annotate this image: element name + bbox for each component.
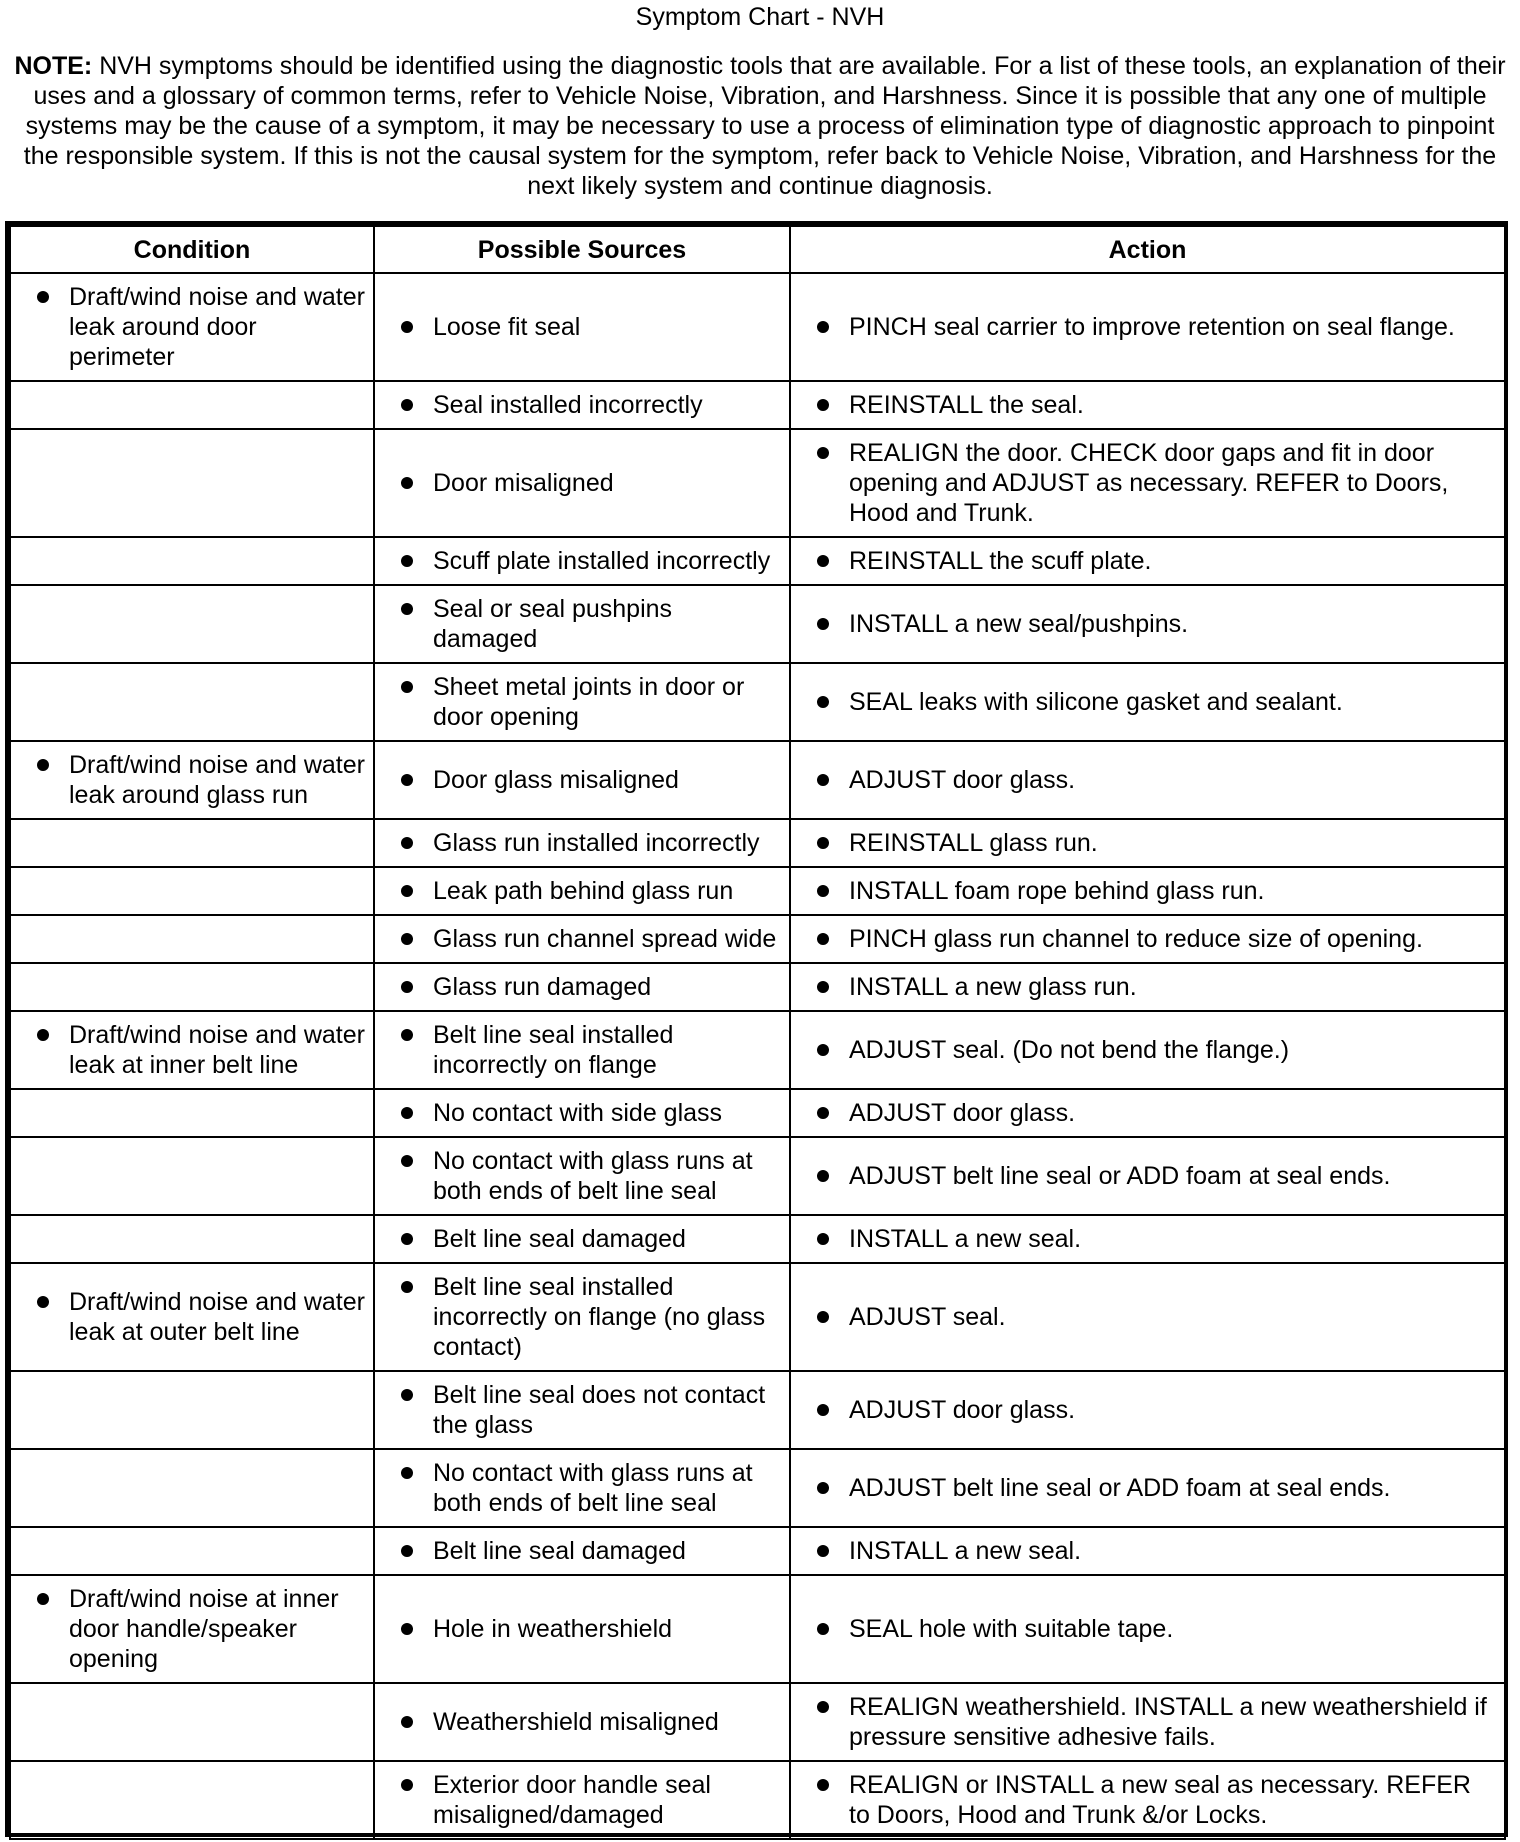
possible-source-cell	[374, 1089, 790, 1137]
possible-source-cell	[374, 963, 790, 1011]
empty-cell	[17, 624, 367, 625]
possible-source-cell-text: Scuff plate installed incorrectly	[433, 547, 771, 575]
table-row	[10, 1263, 1505, 1371]
action-cell	[790, 585, 1505, 663]
bullet-icon	[401, 321, 413, 333]
table-row	[10, 867, 1505, 915]
bullet-icon	[401, 477, 413, 489]
action-cell-text: ADJUST seal. (Do not bend the flange.)	[849, 1036, 1290, 1064]
possible-source-cell-content	[381, 757, 783, 803]
empty-cell	[17, 1113, 367, 1114]
possible-source-cell-content	[381, 1012, 783, 1088]
page-title: Symptom Chart - NVH	[635, 3, 885, 31]
action-cell-text: ADJUST seal.	[849, 1303, 1006, 1331]
possible-source-cell-content	[381, 1216, 783, 1262]
table-row	[10, 381, 1505, 429]
table-row	[10, 1575, 1505, 1683]
action-cell-content	[797, 1294, 1498, 1340]
possible-source-cell-content	[381, 1762, 783, 1838]
condition-cell	[10, 1761, 374, 1839]
action-cell	[790, 1527, 1505, 1575]
action-cell-text: ADJUST door glass.	[849, 766, 1076, 794]
table-row	[10, 963, 1505, 1011]
empty-cell	[17, 483, 367, 484]
action-cell	[790, 741, 1505, 819]
possible-source-cell-content	[381, 1450, 783, 1526]
possible-source-cell	[374, 1575, 790, 1683]
action-cell-content	[797, 1606, 1498, 1652]
condition-cell	[10, 1137, 374, 1215]
empty-cell	[17, 1410, 367, 1411]
possible-source-cell-content	[381, 460, 783, 506]
table-row	[10, 1371, 1505, 1449]
condition-cell	[10, 819, 374, 867]
bullet-icon	[401, 1389, 413, 1401]
possible-source-cell	[374, 537, 790, 585]
action-cell	[790, 963, 1505, 1011]
condition-cell	[10, 273, 374, 381]
table-row	[10, 1683, 1505, 1761]
action-cell-text: ADJUST belt line seal or ADD foam at seal ends.	[849, 1474, 1391, 1502]
possible-source-cell-content	[381, 1372, 783, 1448]
condition-cell-text: Draft/wind noise and water leak at outer belt line	[69, 1288, 365, 1346]
note-label: NOTE:	[14, 52, 93, 80]
condition-cell	[10, 741, 374, 819]
bullet-icon	[817, 321, 829, 333]
possible-source-cell	[374, 663, 790, 741]
bullet-icon	[817, 447, 829, 459]
action-cell-content	[797, 820, 1498, 866]
action-cell-content	[797, 1528, 1498, 1574]
possible-source-cell	[374, 1263, 790, 1371]
action-column-header: Action	[790, 226, 1505, 273]
bullet-icon	[401, 1233, 413, 1245]
action-cell-content	[797, 916, 1498, 962]
table-row	[10, 429, 1505, 537]
table-row	[10, 741, 1505, 819]
possible-source-cell-content	[381, 586, 783, 662]
bullet-icon	[401, 399, 413, 411]
possible-source-cell-text: Belt line seal damaged	[433, 1537, 686, 1565]
condition-cell	[10, 915, 374, 963]
condition-cell-content	[17, 1279, 367, 1355]
empty-cell	[17, 1488, 367, 1489]
possible-source-cell-content	[381, 916, 783, 962]
possible-source-cell-text: Door glass misaligned	[433, 766, 679, 794]
bullet-icon	[401, 1716, 413, 1728]
table-row	[10, 585, 1505, 663]
action-cell-content	[797, 1684, 1498, 1760]
condition-cell-content	[17, 742, 367, 818]
table-row	[10, 819, 1505, 867]
action-cell	[790, 273, 1505, 381]
bullet-icon	[817, 1482, 829, 1494]
condition-cell	[10, 1011, 374, 1089]
action-cell-content	[797, 679, 1498, 725]
bullet-icon	[817, 1701, 829, 1713]
action-cell	[790, 429, 1505, 537]
empty-cell	[17, 561, 367, 562]
bullet-icon	[401, 1545, 413, 1557]
bullet-icon	[817, 1545, 829, 1557]
table-row	[10, 915, 1505, 963]
possible-source-cell	[374, 1449, 790, 1527]
action-cell-content	[797, 430, 1498, 536]
bullet-icon	[817, 399, 829, 411]
condition-cell	[10, 537, 374, 585]
action-cell-text: INSTALL foam rope behind glass run.	[849, 877, 1265, 905]
action-cell-text: SEAL leaks with silicone gasket and sealant.	[849, 688, 1343, 716]
possible-source-cell-text: No contact with side glass	[433, 1099, 723, 1127]
action-cell	[790, 663, 1505, 741]
action-cell	[790, 1089, 1505, 1137]
table-body	[10, 273, 1505, 1839]
action-cell	[790, 537, 1505, 585]
condition-cell-content	[17, 1012, 367, 1088]
possible-source-cell	[374, 1527, 790, 1575]
possible-source-cell-text: Leak path behind glass run	[433, 877, 734, 905]
action-cell-text: SEAL hole with suitable tape.	[849, 1615, 1174, 1643]
bullet-icon	[401, 933, 413, 945]
possible-source-cell-content	[381, 1090, 783, 1136]
condition-cell-text: Draft/wind noise and water leak around door perimeter	[69, 283, 365, 371]
table-row	[10, 273, 1505, 381]
possible-source-cell-text: Weathershield misaligned	[433, 1708, 719, 1736]
bullet-icon	[37, 1593, 49, 1605]
possible-source-cell-text: No contact with glass runs at both ends of belt line seal	[433, 1459, 753, 1517]
empty-cell	[17, 1176, 367, 1177]
action-cell-content	[797, 1090, 1498, 1136]
bullet-icon	[817, 618, 829, 630]
empty-cell	[17, 702, 367, 703]
possible-source-cell-content	[381, 1606, 783, 1652]
condition-cell	[10, 1449, 374, 1527]
condition-cell	[10, 963, 374, 1011]
bullet-icon	[37, 759, 49, 771]
bullet-icon	[401, 774, 413, 786]
possible-source-cell-text: Belt line seal installed incorrectly on flange (no glass contact)	[433, 1273, 766, 1361]
action-cell-content	[797, 538, 1498, 584]
condition-cell	[10, 585, 374, 663]
bullet-icon	[37, 1296, 49, 1308]
note-paragraph	[12, 51, 1508, 201]
condition-cell	[10, 1575, 374, 1683]
action-cell	[790, 1683, 1505, 1761]
bullet-icon	[401, 885, 413, 897]
condition-cell-content	[17, 274, 367, 380]
action-cell	[790, 1011, 1505, 1089]
condition-cell	[10, 1215, 374, 1263]
possible-source-cell	[374, 1011, 790, 1089]
bullet-icon	[37, 291, 49, 303]
table-row	[10, 663, 1505, 741]
possible-source-cell-content	[381, 868, 783, 914]
action-cell-text: REINSTALL the scuff plate.	[849, 547, 1152, 575]
action-cell	[790, 381, 1505, 429]
action-cell-text: PINCH glass run channel to reduce size of opening.	[849, 925, 1423, 953]
bullet-icon	[401, 555, 413, 567]
empty-cell	[17, 987, 367, 988]
bullet-icon	[817, 696, 829, 708]
bullet-icon	[817, 837, 829, 849]
condition-cell	[10, 867, 374, 915]
condition-cell	[10, 381, 374, 429]
action-cell-content	[797, 964, 1498, 1010]
action-cell-text: REALIGN or INSTALL a new seal as necessary. REFER to Doors, Hood and Trunk &/or Locks.	[849, 1771, 1471, 1829]
bullet-icon	[817, 555, 829, 567]
action-cell-text: REALIGN weathershield. INSTALL a new weathershield if pressure sensitive adhesive fails.	[849, 1693, 1487, 1751]
possible-source-cell-content	[381, 1138, 783, 1214]
action-cell-text: ADJUST door glass.	[849, 1396, 1076, 1424]
possible-source-cell-text: Door misaligned	[433, 469, 614, 497]
condition-cell-text: Draft/wind noise and water leak at inner belt line	[69, 1021, 365, 1079]
possible-source-cell-text: Belt line seal damaged	[433, 1225, 686, 1253]
bullet-icon	[817, 1044, 829, 1056]
bullet-icon	[401, 1779, 413, 1791]
action-cell-content	[797, 1153, 1498, 1199]
possible-source-cell	[374, 1371, 790, 1449]
bullet-icon	[817, 981, 829, 993]
condition-cell	[10, 429, 374, 537]
table-row	[10, 1449, 1505, 1527]
action-cell-text: REINSTALL the seal.	[849, 391, 1084, 419]
possible-source-cell-content	[381, 304, 783, 350]
bullet-icon	[817, 1233, 829, 1245]
table-row	[10, 1215, 1505, 1263]
possible-source-cell	[374, 273, 790, 381]
possible-source-cell	[374, 819, 790, 867]
action-cell-text: REINSTALL glass run.	[849, 829, 1098, 857]
condition-cell	[10, 1683, 374, 1761]
bullet-icon	[401, 1281, 413, 1293]
bullet-icon	[401, 837, 413, 849]
action-cell-content	[797, 1762, 1498, 1838]
possible-source-cell-text: No contact with glass runs at both ends of belt line seal	[433, 1147, 753, 1205]
action-cell-text: ADJUST door glass.	[849, 1099, 1076, 1127]
empty-cell	[17, 891, 367, 892]
possible-source-cell-text: Belt line seal does not contact the glass	[433, 1381, 766, 1439]
bullet-icon	[37, 1029, 49, 1041]
condition-cell-text: Draft/wind noise and water leak around glass run	[69, 751, 365, 809]
note-text: NVH symptoms should be identified using the diagnostic tools that are available. For a list of these tools, an explanation of their uses and a glossary of common terms, refer to Vehicle Noise, Vibration, and Harshness. Since it is possible that any one of multiple systems may be the cause of a symptom, it may be necessary to use a process of elimination type of diagnostic approach to pinpoint the responsible system. If this is not the causal system for the symptom, refer back to Vehicle Noise, Vibration, and Harshness for the next likely system and continue diagnosis.	[23, 52, 1506, 200]
bullet-icon	[401, 1467, 413, 1479]
empty-cell	[17, 1239, 367, 1240]
possible-source-cell	[374, 1215, 790, 1263]
table-row	[10, 537, 1505, 585]
action-cell	[790, 1263, 1505, 1371]
action-cell	[790, 1371, 1505, 1449]
action-cell-content	[797, 1465, 1498, 1511]
bullet-icon	[817, 1404, 829, 1416]
condition-cell	[10, 1527, 374, 1575]
empty-cell	[17, 939, 367, 940]
possible-sources-column-header: Possible Sources	[374, 226, 790, 273]
bullet-icon	[401, 1107, 413, 1119]
possible-source-cell-text: Hole in weathershield	[433, 1615, 673, 1643]
possible-source-cell	[374, 429, 790, 537]
possible-source-cell-text: Loose fit seal	[433, 313, 581, 341]
action-cell-content	[797, 1027, 1498, 1073]
condition-cell	[10, 663, 374, 741]
empty-cell	[17, 1800, 367, 1801]
condition-cell-content	[17, 1576, 367, 1682]
possible-source-cell-content	[381, 1264, 783, 1370]
possible-source-cell-content	[381, 382, 783, 428]
empty-cell	[17, 843, 367, 844]
possible-source-cell-content	[381, 964, 783, 1010]
possible-source-cell	[374, 585, 790, 663]
action-cell	[790, 1449, 1505, 1527]
bullet-icon	[817, 933, 829, 945]
action-cell-text: INSTALL a new glass run.	[849, 973, 1137, 1001]
possible-source-cell	[374, 1683, 790, 1761]
action-cell-content	[797, 757, 1498, 803]
possible-source-cell-content	[381, 1699, 783, 1745]
table-row	[10, 1011, 1505, 1089]
possible-source-cell	[374, 915, 790, 963]
empty-cell	[17, 1722, 367, 1723]
action-cell	[790, 915, 1505, 963]
bullet-icon	[817, 1311, 829, 1323]
action-cell-content	[797, 601, 1498, 647]
action-cell-content	[797, 382, 1498, 428]
possible-source-cell-text: Glass run damaged	[433, 973, 652, 1001]
possible-source-cell-content	[381, 1528, 783, 1574]
empty-cell	[17, 1551, 367, 1552]
bullet-icon	[401, 981, 413, 993]
possible-source-cell	[374, 1137, 790, 1215]
action-cell	[790, 867, 1505, 915]
condition-cell	[10, 1371, 374, 1449]
possible-source-cell	[374, 741, 790, 819]
bullet-icon	[401, 681, 413, 693]
possible-source-cell-text: Belt line seal installed incorrectly on flange	[433, 1021, 674, 1079]
action-cell	[790, 1575, 1505, 1683]
possible-source-cell-content	[381, 664, 783, 740]
action-cell	[790, 1761, 1505, 1839]
action-cell-text: INSTALL a new seal.	[849, 1537, 1082, 1565]
possible-source-cell	[374, 381, 790, 429]
action-cell	[790, 1215, 1505, 1263]
bullet-icon	[817, 1623, 829, 1635]
action-cell-content	[797, 1387, 1498, 1433]
bullet-icon	[401, 1623, 413, 1635]
possible-source-cell-text: Glass run installed incorrectly	[433, 829, 760, 857]
action-cell-text: INSTALL a new seal/pushpins.	[849, 610, 1189, 638]
empty-cell	[17, 405, 367, 406]
bullet-icon	[401, 1029, 413, 1041]
action-cell-content	[797, 1216, 1498, 1262]
action-cell	[790, 1137, 1505, 1215]
possible-source-cell-content	[381, 820, 783, 866]
action-cell-text: PINCH seal carrier to improve retention on seal flange.	[849, 313, 1455, 341]
table-row	[10, 1137, 1505, 1215]
bullet-icon	[817, 1779, 829, 1791]
table-header-row	[10, 226, 1505, 273]
bullet-icon	[817, 1107, 829, 1119]
possible-source-cell-text: Glass run channel spread wide	[433, 925, 777, 953]
action-cell-text: INSTALL a new seal.	[849, 1225, 1082, 1253]
table-row	[10, 1761, 1505, 1839]
possible-source-cell-text: Seal or seal pushpins damaged	[433, 595, 673, 653]
action-cell-text: ADJUST belt line seal or ADD foam at seal ends.	[849, 1162, 1391, 1190]
possible-source-cell	[374, 1761, 790, 1839]
condition-cell	[10, 1089, 374, 1137]
action-cell-text: REALIGN the door. CHECK door gaps and fit in door opening and ADJUST as necessary. REFER to Doors, Hood and Trunk.	[849, 439, 1449, 527]
table-row	[10, 1527, 1505, 1575]
condition-cell	[10, 1263, 374, 1371]
table-row	[10, 1089, 1505, 1137]
bullet-icon	[817, 774, 829, 786]
action-cell-content	[797, 868, 1498, 914]
condition-cell-text: Draft/wind noise at inner door handle/speaker opening	[69, 1585, 339, 1673]
bullet-icon	[401, 1155, 413, 1167]
action-cell-content	[797, 304, 1498, 350]
condition-column-header: Condition	[10, 226, 374, 273]
possible-source-cell	[374, 867, 790, 915]
possible-source-cell-text: Sheet metal joints in door or door opening	[433, 673, 745, 731]
bullet-icon	[401, 603, 413, 615]
bullet-icon	[817, 885, 829, 897]
possible-source-cell-content	[381, 538, 783, 584]
symptom-table	[9, 225, 1506, 1840]
action-cell	[790, 819, 1505, 867]
possible-source-cell-text: Exterior door handle seal misaligned/damaged	[433, 1771, 711, 1829]
possible-source-cell-text: Seal installed incorrectly	[433, 391, 703, 419]
bullet-icon	[817, 1170, 829, 1182]
